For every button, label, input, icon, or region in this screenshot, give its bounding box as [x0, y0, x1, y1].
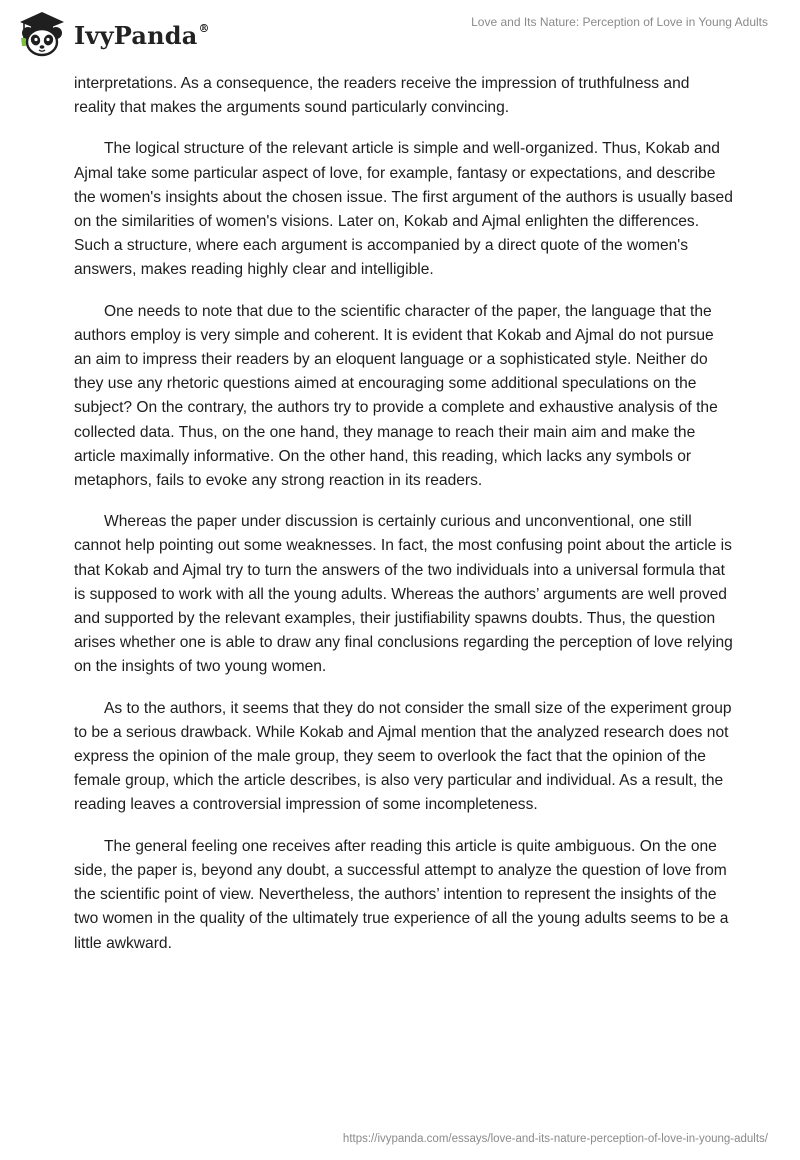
essay-body — [74, 72, 734, 973]
paragraph-continued: interpretations. As a consequence, the readers receive the impression of truthfulness and reality that makes the arguments sound particularly convincing. — [74, 75, 690, 117]
panda-graduation-cap-icon — [14, 8, 70, 60]
brand-name: IvyPanda® — [74, 20, 210, 50]
paragraph: The general feeling one receives after reading this article is quite ambiguous. On the one side, the paper is, beyond any doubt, a successful attempt to analyze the question of love from the scientific point of view. Nevertheless, the authors’ intention to represent the insights of the two women in the quality of the ultimately true experience of all the young adults seems to be a little awkward. — [74, 837, 729, 952]
paragraph: Whereas the paper under discussion is certainly curious and unconventional, one still cannot help pointing out some weaknesses. In fact, the most confusing point about the article is that Kokab and Ajmal try to turn the answers of the two individuals into a universal formula that is supposed to work with all the young adults. Whereas the authors’ arguments are well proved and supported by the relevant examples, their justifiability spawns doubts. Thus, the question arises whether one is able to draw any final conclusions regarding the perception of love relying on the insights of two young women. — [74, 513, 733, 676]
document-title: Love and Its Nature: Perception of Love in Young Adults — [471, 15, 768, 29]
page-header — [0, 0, 800, 70]
brand-logo[interactable] — [14, 8, 210, 60]
paragraph: As to the authors, it seems that they do not consider the small size of the experiment group to be a serious drawback. While Kokab and Ajmal mention that the analyzed research does not express the opinion of the male group, they seem to overlook the fact that the opinion of the female group, which the article describes, is also very particular and individual. As a result, the reading leaves a controversial impression of some incompleteness. — [74, 699, 732, 814]
paragraph: One needs to note that due to the scientific character of the paper, the language that the authors employ is very simple and coherent. It is evident that Kokab and Ajmal do not pursue an aim to impress their readers by an eloquent language or a sophisticated style. Neither do they use any rhetoric questions aimed at encouraging some additional speculations on the subject? On the contrary, the authors try to provide a complete and exhaustive analysis of the collected data. Thus, on the one hand, they manage to reach their main aim and make the article maximally informative. On the other hand, this reading, which lacks any symbols or metaphors, fails to evoke any strong reaction in its readers. — [74, 302, 718, 490]
source-url-link[interactable]: https://ivypanda.com/essays/love-and-its-nature-perception-of-love-in-young-adults/ — [342, 1133, 768, 1145]
registered-mark: ® — [198, 21, 210, 35]
paragraph: The logical structure of the relevant article is simple and well-organized. Thus, Kokab and Ajmal take some particular aspect of love, for example, fantasy or expectations, and describe the women's insights about the chosen issue. The first argument of the authors is usually based on the similarities of women's visions. Later on, Kokab and Ajmal enlighten the differences. Such a structure, where each argument is accompanied by a direct quote of the women's answers, makes reading highly clear and intelligible. — [74, 140, 733, 279]
